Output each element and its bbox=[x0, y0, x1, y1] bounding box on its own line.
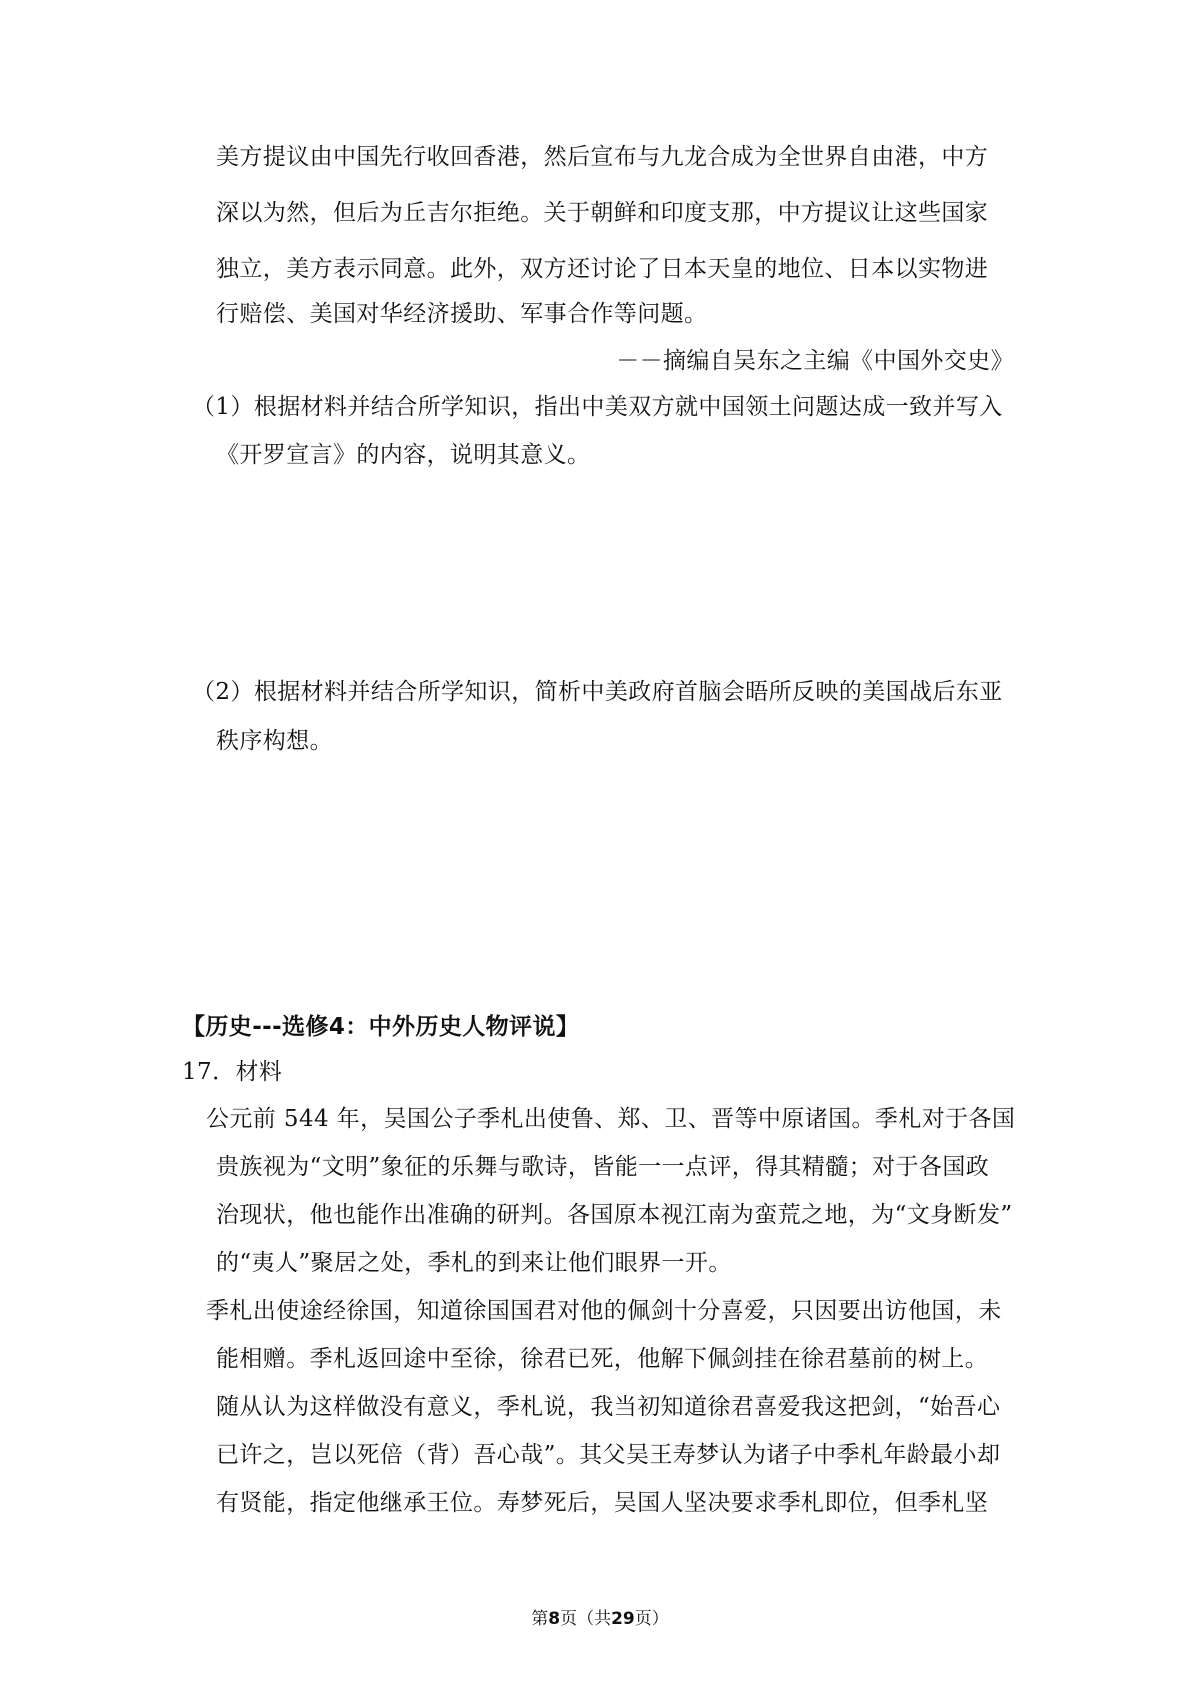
material-line: 独立，美方表示同意。此外，双方还讨论了日本天皇的地位、日本以实物进 bbox=[216, 256, 989, 282]
footer-suffix: 页） bbox=[634, 1609, 669, 1629]
material-line: 行赔偿、美国对华经济援助、军事合作等问题。 bbox=[216, 301, 708, 327]
passage-line: 随从认为这样做没有意义，季札说，我当初知道徐君喜爱我这把剑，“始吾心 bbox=[216, 1394, 1001, 1420]
passage-line: 能相赠。季札返回途中至徐，徐君已死，他解下佩剑挂在徐君墓前的树上。 bbox=[216, 1346, 989, 1372]
question-1-line-1: （1）根据材料并结合所学知识，指出中美双方就中国领土问题达成一致并写入 bbox=[192, 394, 1003, 420]
material-line: 美方提议由中国先行收回香港，然后宣布与九龙合成为全世界自由港，中方 bbox=[216, 144, 989, 170]
question-2-line-1: （2）根据材料并结合所学知识，简析中美政府首脑会晤所反映的美国战后东亚 bbox=[192, 679, 1003, 705]
material-source: －－摘编自吴东之主编《中国外交史》 bbox=[616, 348, 1014, 374]
question-1-line-2: 《开罗宣言》的内容，说明其意义。 bbox=[216, 442, 591, 468]
footer-prefix: 第 bbox=[531, 1609, 549, 1629]
passage-line: 治现状，他也能作出准确的研判。各国原本视江南为蛮荒之地，为“文身断发” bbox=[216, 1202, 1013, 1228]
passage-line: 贵族视为“文明”象征的乐舞与歌诗，皆能一一点评，得其精髓；对于各国政 bbox=[216, 1154, 990, 1180]
section-heading: 【历史---选修4：中外历史人物评说】 bbox=[182, 1014, 580, 1040]
page-footer bbox=[0, 1607, 1200, 1631]
footer-total-pages: 29 bbox=[611, 1609, 635, 1629]
footer-page-number: 8 bbox=[548, 1609, 561, 1629]
passage-line: 已许之，岂以死倍（背）吾心哉”。其父吴王寿梦认为诸子中季札年龄最小却 bbox=[216, 1442, 1001, 1468]
question-17-label: 17．材料 bbox=[182, 1059, 283, 1085]
question-2-line-2: 秩序构想。 bbox=[216, 728, 333, 754]
passage-line: 公元前 544 年，吴国公子季札出使鲁、郑、卫、晋等中原诸国。季札对于各国 bbox=[206, 1106, 1016, 1132]
passage-line: 有贤能，指定他继承王位。寿梦死后，吴国人坚决要求季札即位，但季札坚 bbox=[216, 1490, 989, 1516]
material-line: 深以为然，但后为丘吉尔拒绝。关于朝鲜和印度支那，中方提议让这些国家 bbox=[216, 200, 989, 226]
footer-middle: 页（共 bbox=[560, 1609, 612, 1629]
passage-line: 的“夷人”聚居之处，季札的到来让他们眼界一开。 bbox=[216, 1250, 732, 1276]
passage-line: 季札出使途经徐国，知道徐国国君对他的佩剑十分喜爱，只因要出访他国，未 bbox=[206, 1298, 1002, 1324]
